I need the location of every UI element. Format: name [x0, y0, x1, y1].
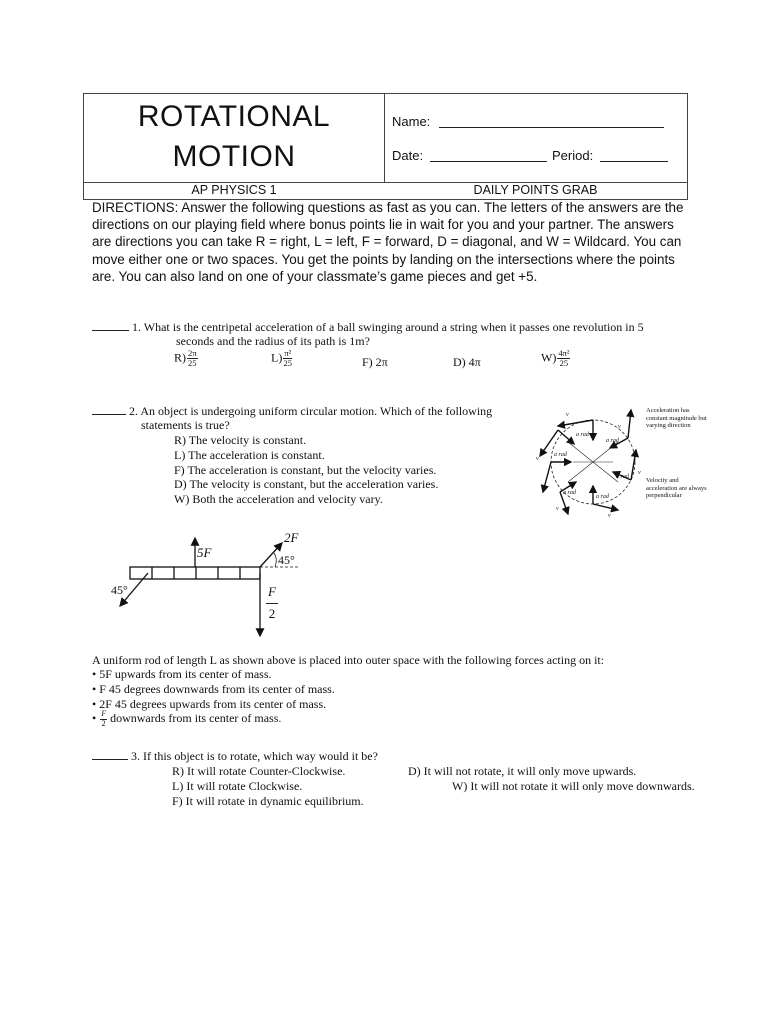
date-field[interactable]	[430, 161, 547, 162]
velocity-arrow-left	[543, 462, 551, 492]
q3-option-l: L) It will rotate Clockwise.	[172, 779, 303, 793]
rod-bullet-3: • 2F 45 degrees upwards from its center of mass.	[92, 697, 327, 711]
velocity-arrow-top	[558, 420, 593, 426]
question-2-text-2: statements is true?	[141, 418, 230, 432]
velocity-arrow-right	[631, 450, 636, 480]
q2-option-r: R) The velocity is constant.	[174, 433, 307, 447]
v-label-2: v	[618, 424, 621, 430]
rod-intro: A uniform rod of length L as shown above is placed into outer space with the following forces acting on it:	[92, 653, 605, 667]
name-field[interactable]	[439, 127, 664, 128]
arad-label-5: a rad	[563, 490, 576, 496]
arad-label-1: a rad	[576, 432, 589, 438]
v-label-1: v	[566, 412, 569, 418]
accel-arrow-topleft	[558, 430, 574, 444]
label-f-num: F	[266, 585, 278, 604]
rod-bullet-1: • 5F upwards from its center of mass.	[92, 667, 272, 681]
q2-option-f: F) The acceleration is constant, but the velocity varies.	[174, 463, 437, 477]
circular-motion-figure	[528, 402, 708, 527]
label-2f: 2F	[284, 530, 299, 545]
arad-label-2: a rad	[606, 438, 619, 444]
q3-option-r: R) It will rotate Counter-Clockwise.	[172, 764, 346, 778]
q2-option-l: L) The acceleration is constant.	[174, 448, 325, 462]
course-label: AP PHYSICS 1	[191, 183, 277, 197]
answer-blank-2[interactable]	[92, 404, 126, 415]
question-3-text: 3. If this object is to rotate, which way would it be?	[131, 749, 378, 763]
velocity-arrow-topright	[628, 410, 631, 438]
q1-option-d: D) 4π	[453, 355, 481, 369]
question-1-text: 1. What is the centripetal acceleration of a ball swinging around a string when it passes one revolution in 5	[132, 320, 644, 334]
q2-option-d: D) The velocity is constant, but the acceleration varies.	[174, 477, 439, 491]
q3-option-d: D) It will not rotate, it will only move upwards.	[408, 764, 637, 778]
directions-text: DIRECTIONS: Answer the following questions as fast as you can. The letters of the answers are the directions on our playing field where bonus points lie in wait for you and your partner. The answers are directions you can take R = right, L = left, F = forward, D = diagonal, and W = Wildcard. You can move either one or two spaces. You get the points by landing on the intersections where the points are. You can also land on one of your classmate’s game pieces and get +5.	[92, 200, 684, 284]
label-45-left: 45°	[111, 583, 128, 597]
date-label: Date:	[392, 148, 424, 163]
period-field[interactable]	[600, 161, 668, 162]
question-1	[92, 320, 692, 335]
v-label-6: v	[608, 513, 611, 519]
arad-label-3: a rad	[554, 452, 567, 458]
figure-note-velocity: Velocity and acceleration are always perpendicular	[646, 477, 707, 499]
arad-label-6: a rad	[596, 494, 609, 500]
rod-bullet-2: • F 45 degrees downwards from its center of mass.	[92, 682, 335, 696]
question-2	[92, 404, 532, 419]
v-label-5: v	[556, 506, 559, 512]
label-45-right: 45°	[278, 553, 295, 567]
rod-bullet-4: • $\frac{F}{2}$ downwards from its center of mass.	[92, 709, 282, 728]
answer-blank-1[interactable]	[92, 320, 129, 331]
title-line-1: ROTATIONAL	[137, 100, 331, 133]
question-3	[92, 749, 592, 764]
question-1-text-2: seconds and the radius of its path is 1m?	[176, 334, 370, 348]
q1-option-l: L) $\frac{\text{π²}}{25}$	[271, 348, 292, 368]
q1-option-w: W) $\frac{\text{4π²}}{25}$	[541, 348, 570, 368]
q1-option-f: F) 2π	[362, 355, 388, 369]
header-divider-vertical	[384, 94, 385, 182]
velocity-arrow-bottom	[593, 504, 618, 510]
question-2-text: 2. An object is undergoing uniform circular motion. Which of the following	[129, 404, 493, 418]
label-f-den: 2	[268, 606, 276, 621]
label-5f: 5F	[197, 545, 212, 560]
q3-option-w: W) It will not rotate it will only move downwards.	[452, 779, 695, 793]
v-label-4: v	[638, 470, 641, 476]
v-label-3: v	[536, 456, 539, 462]
q2-option-w: W) Both the acceleration and velocity vary.	[174, 492, 383, 506]
period-label: Period:	[552, 148, 594, 163]
header-table	[83, 93, 688, 200]
name-label: Name:	[392, 114, 431, 129]
figure-note-acceleration: Acceleration has constant magnitude but varying direction	[646, 407, 707, 429]
arad-label-4: a rad	[616, 474, 629, 480]
activity-label: DAILY POINTS GRAB	[473, 183, 598, 197]
q1-option-r: R) $\frac{2\pi}{25}$	[174, 348, 197, 368]
title-line-2: MOTION	[172, 140, 296, 173]
answer-blank-3[interactable]	[92, 749, 128, 760]
q3-option-f: F) It will rotate in dynamic equilibrium.	[172, 794, 364, 808]
